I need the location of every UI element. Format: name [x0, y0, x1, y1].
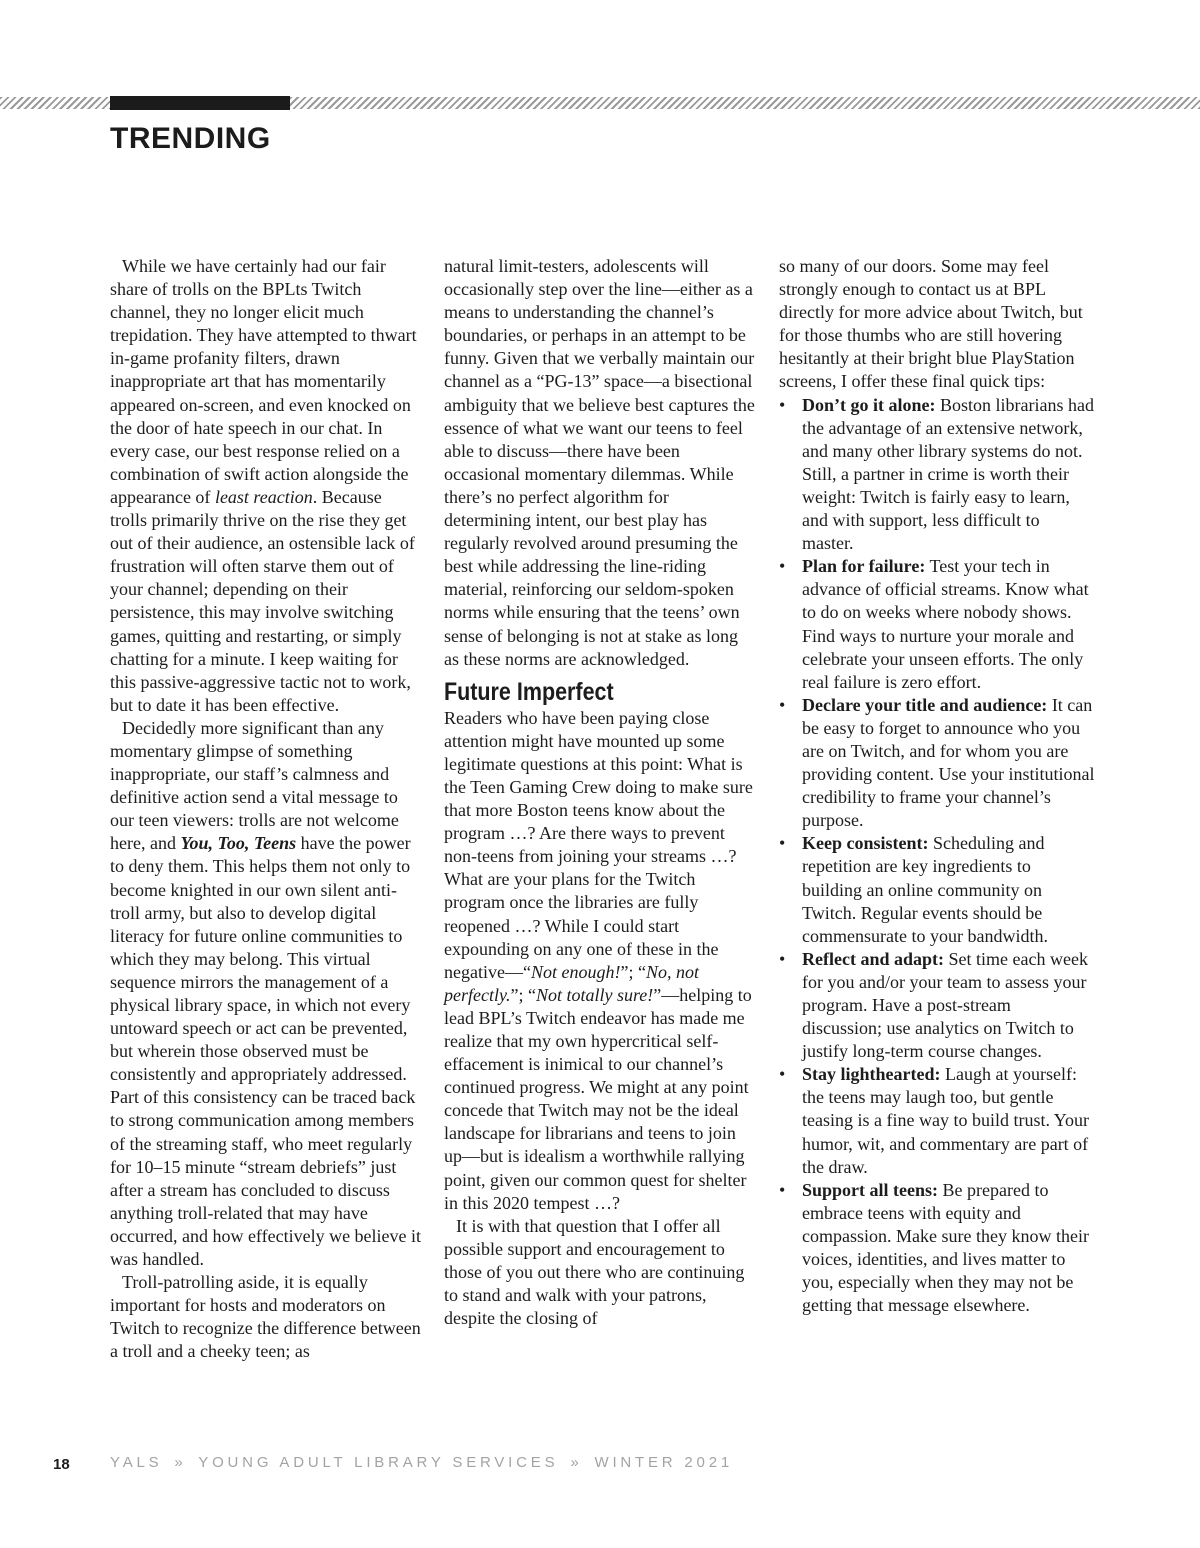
- bullet-icon: •: [779, 1179, 786, 1200]
- list-item: • Keep consistent: Scheduling and repetition are key ingredients to building an online community on Twitch. Regular events should be commensurate to your bandwidth.: [779, 833, 1048, 946]
- paragraph: Decidedly more significant than any momentary glimpse of something inappropriate, our staff’s calmness and definitive action send a vital message to our teen viewers: trolls are not welcome here, and You, Too, Teens have the power to deny them. This helps them not only to become knighted in our own silent anti-troll army, but also to develop digital literacy for future online communities to which they may belong. This virtual sequence mirrors the management of a physical library space, in which not every untoward speech or act can be prevented, but wherein those observed must be consistently and appropriately addressed. Part of this consistency can be traced back to strong communication among members of the streaming staff, who meet regularly for 10–15 minute “stream debriefs” just after a stream has concluded to discuss anything troll-related that may have occurred, and how effectively we believe it was handled.: [110, 717, 422, 1270]
- paragraph: natural limit-testers, adolescents will occasionally step over the line—either as a means to understanding the channel’s boundaries, or perhaps in an attempt to be funny. Given that we verbally maintain our channel as a “PG-13” space—a bisectional ambiguity that we believe best captures the essence of what we want our teens to feel able to discuss—there have been occasional momentary dilemmas. While there’s no perfect algorithm for determining intent, our best play has regularly revolved around presuming the best while addressing the line-riding material, reinforcing our seldom-spoken norms while ensuring that the teens’ own sense of belonging is not at stake as long as these norms are acknowledged.: [444, 256, 755, 669]
- bullet-icon: •: [779, 694, 786, 715]
- page-footer: [0, 1454, 1200, 1484]
- bullet-icon: •: [779, 833, 786, 854]
- paragraph: so many of our doors. Some may feel strongly enough to contact us at BPL directly for more advice about Twitch, but for those thumbs who are still hovering hesitantly at their bright blue PlayStation screens, I offer these final quick tips:: [779, 256, 1083, 392]
- bullet-icon: •: [779, 394, 786, 415]
- subheading: Future Imperfect: [444, 677, 614, 706]
- running-footer: YALS » YOUNG ADULT LIBRARY SERVICES » WINTER 2021: [110, 1454, 733, 1471]
- column-3: [779, 255, 1095, 1317]
- list-item: • Declare your title and audience: It can be easy to forget to announce who you are on Twitch, and for whom you are providing content. Use your institutional credibility to frame your channel’s purpose.: [779, 694, 1095, 831]
- paragraph: Troll-patrolling aside, it is equally important for hosts and moderators on Twitch to recognize the difference between a troll and a cheeky teen; as: [110, 1272, 421, 1362]
- page-number: 18: [53, 1456, 70, 1473]
- list-item: • Reflect and adapt: Set time each week for you and/or your team to assess your program. Have a post-stream discussion; use analytics on Twitch to justify long-term course changes.: [779, 948, 1088, 1062]
- list-item: • Plan for failure: Test your tech in advance of official streams. Know what to do on weeks where nobody shows. Find ways to nurture your morale and celebrate your unseen efforts. The only real failure is zero effort.: [779, 556, 1089, 692]
- column-2: [444, 255, 756, 1330]
- paragraph: It is with that question that I offer all possible support and encouragement to those of you out there who are continuing to stand and walk with your patrons, despite the closing of: [444, 1215, 745, 1329]
- paragraph: While we have certainly had our fair share of trolls on the BPLts Twitch channel, they no longer elicit much trepidation. They have attempted to thwart in-game profanity filters, drawn inappropriate art that has momentarily appeared on-screen, and even knocked on the door of hate speech in our chat. In every case, our best response relied on a combination of swift action alongside the appearance of least reaction. Because trolls primarily thrive on the rise they get out of their audience, an ostensible lack of frustration will often starve them out of your channel; depending on their persistence, this may involve switching games, quitting and restarting, or simply chatting for a minute. I keep waiting for this passive-aggressive tactic not to work, but to date it has been effective.: [110, 256, 417, 715]
- list-item: • Don’t go it alone: Boston librarians had the advantage of an extensive network, and many other library systems do not. Still, a partner in crime is worth their weight: Twitch is fairly easy to learn, and with support, less difficult to master.: [779, 394, 1094, 554]
- paragraph: Readers who have been paying close attention might have mounted up some legitimate questions at this point: What is the Teen Gaming Crew doing to make sure that more Boston teens know about the program …? Are there ways to prevent non-teens from joining your streams …? What are your plans for the Twitch program once the libraries are fully reopened …? While I could start expounding on any one of these in the negative—“Not enough!”; “No, not perfectly.”; “Not totally sure!”—helping to lead BPL’s Twitch endeavor has made me realize that my own hypercritical self-effacement is inimical to our channel’s continued progress. We might at any point concede that Twitch may not be the ideal landscape for librarians and teens to join up—but is idealism a worthwhile rallying point, given our common quest for shelter in this 2020 tempest …?: [444, 707, 753, 1213]
- tips-list: [779, 394, 1095, 1318]
- section-title: TRENDING: [110, 122, 271, 155]
- list-item: • Support all teens: Be prepared to embrace teens with equity and compassion. Make sure they know their voices, identities, and lives matter to you, especially when they may not be getting that message elsewhere.: [779, 1179, 1089, 1316]
- bullet-icon: •: [779, 556, 786, 577]
- bullet-icon: •: [779, 948, 786, 969]
- bullet-icon: •: [779, 1064, 786, 1085]
- header-accent-bar: [110, 96, 290, 110]
- column-1: [110, 255, 422, 1364]
- list-item: • Stay lighthearted: Laugh at yourself: the teens may laugh too, but gentle teasing is a fine way to build trust. Your humor, wit, and commentary are part of the draw.: [779, 1064, 1089, 1177]
